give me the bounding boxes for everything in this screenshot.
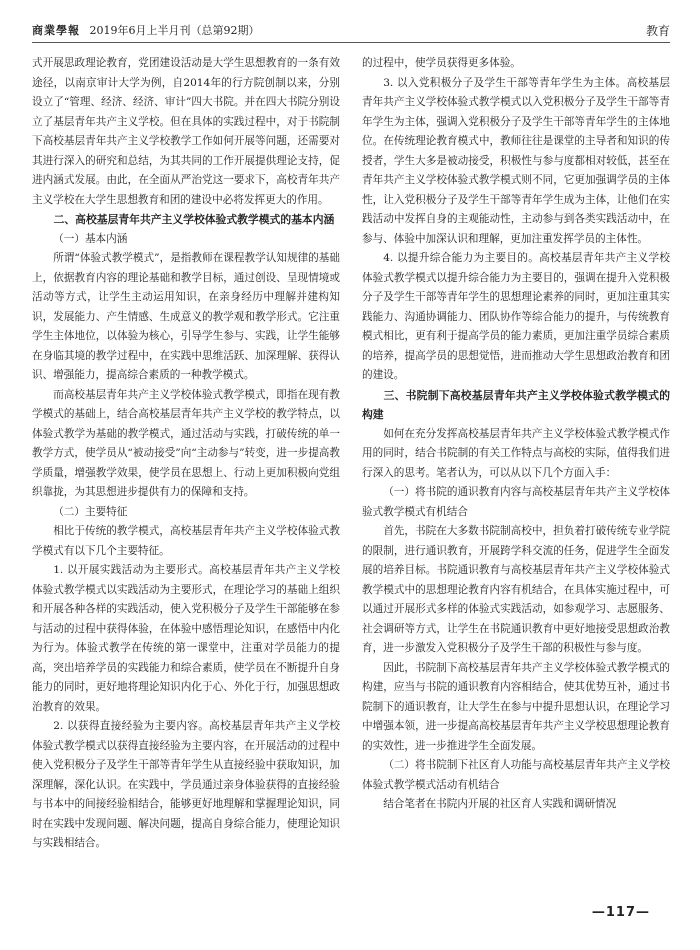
section-heading: 二、高校基层青年共产主义学校体验式教学模式的基本内涵 (53, 213, 335, 226)
paragraph: 相比于传统的教学模式，高校基层青年共产主义学校体验式教学模式有以下几个主要特征。 (32, 525, 340, 557)
right-column (362, 54, 670, 904)
running-header (32, 20, 670, 43)
paragraph: 3. 以入党积极分子及学生干部等青年学生为主体。高校基层青年共产主义学校体验式教学模式以入党积极分子及学生干部等青年学生为主体，强调入党积极分子及学生干部等青年学生的主体地位。在传统理论教育模式中，教师往往是课堂的主导者和知识的传授者，学生大多是被动接受，积极性与参与度都相对较低，甚至在青年共产主义学校体验式教学模式则不同，它更加强调学员的主体性，让入党积极分子及学生干部等青年学生成为主体，让他们在实践活动中发挥自身的主观能动性，主动参与到各类实践活动中，在参与、体验中加深认识和理解，更加注重发挥学员的主体性。 (362, 76, 670, 245)
paragraph: 因此，书院制下高校基层青年共产主义学校体验式教学模式的构建，应当与书院的通识教育内容相结合，使其优势互补，通过书院制下的通识教育，让大学生在参与中提升思想认识，在理论学习中增强本领，进一步提高高校基层青年共产主义学校思想理论教育的实效性，进一步推进学生全面发展。 (362, 661, 670, 752)
journal-title: 商業學報 (32, 24, 80, 37)
page-number: —117— (591, 905, 650, 920)
subsection-heading: （二）将书院制下社区育人功能与高校基层青年共产主义学校体验式教学模式活动有机结合 (362, 759, 670, 791)
paragraph: 的过程中，使学员获得更多体验。 (362, 57, 521, 69)
section-label: 教育 (645, 24, 670, 38)
paragraph: 4. 以提升综合能力为主要目的。高校基层青年共产主义学校体验式教学模式以提升综合能力为主要目的，强调在提升入党积极分子及学生干部等青年学生的思想理论素养的同时，更加注重其实践能力、沟通协调能力、团队协作等综合能力的提升，与传统教育模式相比，更有利于提高学员的能力素质，更加注重学员综合素质的培养，提高学员的思想觉悟，进而推动大学生思想政治教育和团的建设。 (362, 252, 670, 381)
paragraph: 1. 以开展实践活动为主要形式。高校基层青年共产主义学校体验式教学模式以实践活动为主要形式，在理论学习的基础上组织和开展各种各样的实践活动，使入党积极分子及学生干部能够在参与活动的过程中获得体验，在体验中感悟理论知识，在感悟中内化为行为。体验式教学在传统的第一课堂中，注重对学员能力的提高，突出培养学员的实践能力和综合素质，使学员在不断提升自身能力的同时，更好地将理论知识内化于心、外化于行，加强思想政治教育的效果。 (32, 564, 340, 713)
subsection-heading: （一）将书院的通识教育内容与高校基层青年共产主义学校体验式教学模式有机结合 (362, 486, 670, 518)
issue-info: 2019年6月上半月刊（总第92期） (89, 24, 260, 37)
subsection-heading: （二）主要特征 (53, 505, 128, 518)
section-heading: 三、书院制下高校基层青年共产主义学校体验式教学模式的构建 (362, 388, 670, 421)
left-column (32, 54, 340, 904)
subsection-heading: （一）基本内涵 (53, 232, 128, 245)
paragraph: 如何在充分发挥高校基层青年共产主义学校体验式教学模式作用的同时，结合书院制的有关工作特点与高校的实际，值得我们进行深入的思考。笔者认为，可以从以下几个方面入手： (362, 427, 670, 479)
paragraph: 首先，书院在大多数书院制高校中，担负着打破传统专业学院的限制，进行通识教育，开展跨学科交流的任务，促进学生全面发展的培养目标。书院通识教育与高校基层青年共产主义学校体验式教学模式中的思想理论教育内容有机结合，在具体实施过程中，可以通过开展形式多样的体验式实践活动，如参观学习、志愿服务、社会调研等方式，让学生在书院通识教育中更好地接受思想政治教育，进一步激发入党积极分子及学生干部的积极性与参与度。 (362, 525, 670, 654)
paragraph: 结合笔者在书院内开展的社区育人实践和调研情况 (383, 798, 617, 810)
paragraph: 所谓“体验式教学模式”，是指教师在课程教学认知规律的基础上，依据教育内容的理论基础和教学目标，通过创设、呈现情境或活动等方式，让学生主动运用知识，在亲身经历中理解并建构知识，发展能力、产生情感、生成意义的教学观和教学形式。它注重学生主体地位，以体验为核心，引导学生参与、实践，让学生能够在身临其境的教学过程中，在实践中思维活跃、加深理解、获得认识、增强能力，提高综合素质的一种教学模式。 (32, 252, 340, 381)
paragraph: 而高校基层青年共产主义学校体验式教学模式，即指在现有教学模式的基础上，结合高校基层青年共产主义学校的教学特点，以体验式教学为基础的教学模式，通过活动与实践，打破传统的单一教学方式，使学员从“被动接受”向“主动参与”转变，进一步提高教学质量，增强教学效果，使学员在思想上、行动上更加积极向党组织靠拢，为其思想进步提供有力的保障和支持。 (32, 388, 340, 498)
paragraph: 式开展思政理论教育，党团建设活动是大学生思想教育的一条有效途径，以南京审计大学为例，自2014年的行方院创制以来，分别设立了“管理、经济、经济、审计”四大书院。并在四大书院分别设立了基层青年共产主义学校。但在具体的实践过程中，对于书院制下高校基层青年共产主义学校教学工作如何开展等问题，还需要对其进行深入的研究和总结，为其共同的工作开展提供理论支持，促进内涵式发展。由此，在全面从严治党这一要求下，高校青年共产主义学校在大学生思想教育和团的建设中必将发挥更大的作用。 (32, 57, 340, 206)
paragraph: 2. 以获得直接经验为主要内容。高校基层青年共产主义学校体验式教学模式以获得直接经验为主要内容，在开展活动的过程中使入党积极分子及学生干部等青年学生从直接经验中获取知识，加深理解，深化认识。在实践中，学员通过亲身体验获得的直接经验与书本中的间接经验相结合，能够更好地理解和掌握理论知识，同时在实践中发现问题、解决问题，提高自身综合能力，使理论知识与实践相结合。 (32, 720, 340, 849)
